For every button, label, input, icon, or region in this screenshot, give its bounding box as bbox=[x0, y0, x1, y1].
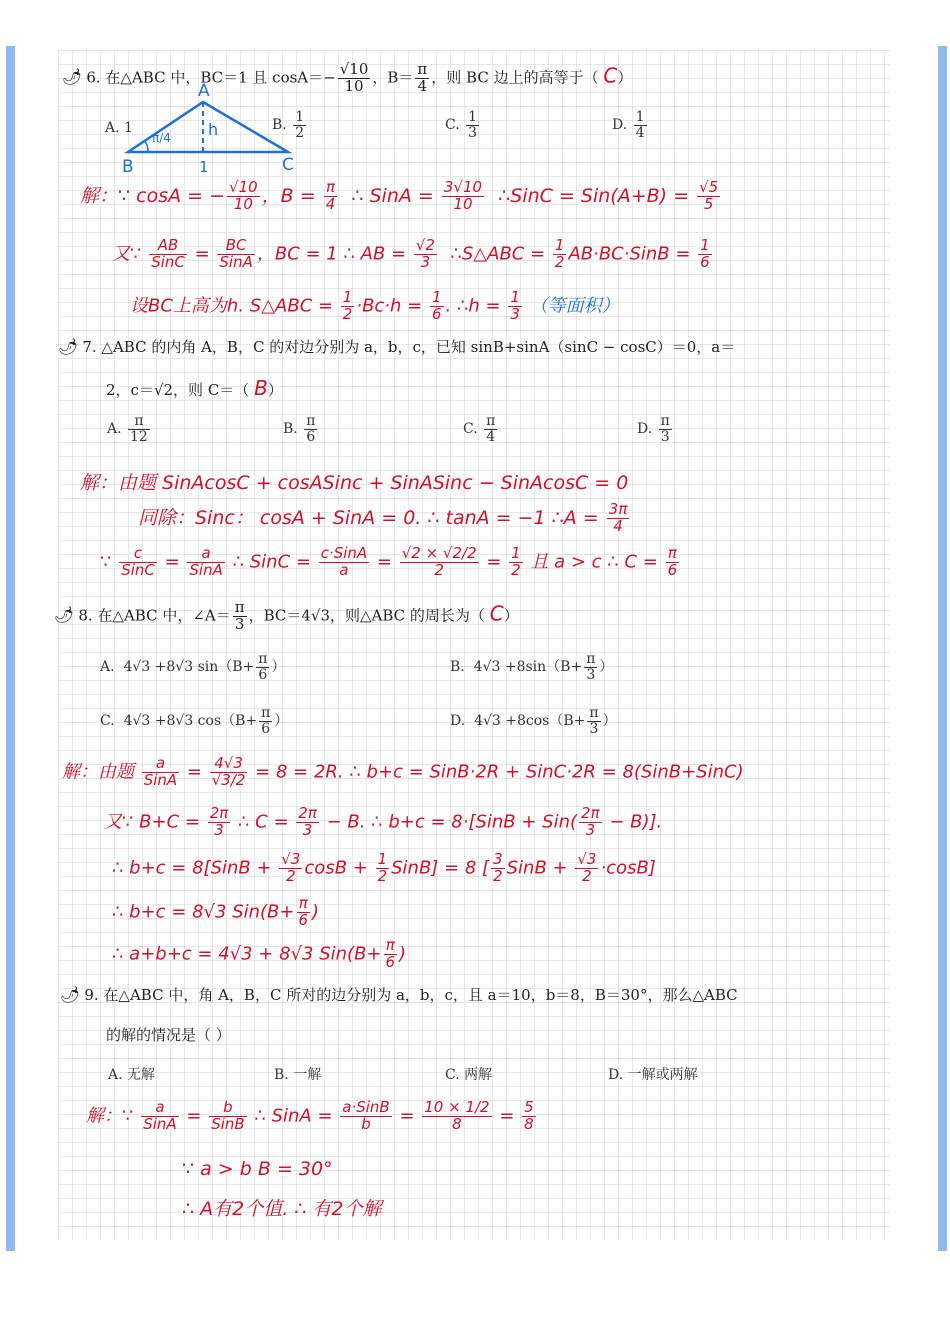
hw-text: 解：∵ cosA = − bbox=[80, 184, 226, 207]
fraction bbox=[607, 502, 630, 535]
den: SinA bbox=[143, 1114, 177, 1133]
den: 6 bbox=[306, 428, 316, 445]
fraction bbox=[634, 110, 647, 140]
den: 2 bbox=[582, 866, 592, 885]
den: 10 bbox=[233, 194, 253, 213]
question-9-stem bbox=[60, 984, 738, 1005]
hw-text: ∵ a > b B = 30° bbox=[182, 1158, 333, 1180]
option-letter: B. bbox=[283, 421, 298, 438]
option-text: ） bbox=[274, 713, 289, 730]
num: 1 bbox=[431, 288, 442, 306]
hw-text: 且 a > c ∴ C = bbox=[524, 551, 664, 573]
num: √3 bbox=[281, 850, 301, 868]
num: 1 bbox=[468, 109, 478, 125]
chili-pepper-icon: 🌶 bbox=[62, 67, 83, 87]
option-letter: A. bbox=[100, 659, 115, 676]
fraction bbox=[400, 546, 479, 579]
hw-text: = bbox=[493, 1105, 521, 1127]
den: 3 bbox=[660, 428, 670, 445]
num: b bbox=[209, 1100, 247, 1117]
fraction bbox=[293, 110, 306, 140]
den: 3 bbox=[585, 820, 596, 839]
option-text: 4√3 +8cos（B+ bbox=[474, 713, 586, 730]
num: π bbox=[417, 60, 428, 78]
num: 2π bbox=[581, 804, 600, 822]
option-letter: B. bbox=[450, 659, 465, 676]
num: π bbox=[660, 413, 670, 429]
fraction bbox=[579, 806, 602, 839]
fraction bbox=[208, 806, 231, 839]
fraction bbox=[430, 290, 444, 323]
num: π bbox=[384, 938, 398, 955]
hw-text: ∴ SinC = bbox=[226, 551, 317, 573]
option-letter: B. bbox=[274, 1067, 289, 1083]
option-letter: C. bbox=[100, 713, 115, 730]
fraction bbox=[227, 180, 260, 213]
den: 6 bbox=[261, 720, 271, 737]
den: 4 bbox=[325, 194, 336, 213]
hw-text: SinB] = 8 [ bbox=[391, 857, 490, 879]
q8-solution-line-2 bbox=[104, 806, 662, 839]
option-letter: C. bbox=[445, 117, 460, 134]
option-text: 一解 bbox=[293, 1067, 322, 1083]
fraction bbox=[128, 414, 150, 444]
fraction bbox=[259, 706, 272, 736]
fraction bbox=[508, 290, 522, 323]
angle-arc bbox=[145, 141, 148, 152]
den: 3 bbox=[420, 252, 431, 271]
num: π bbox=[324, 180, 338, 197]
vertex-a-label: A bbox=[198, 81, 210, 101]
den: SinA bbox=[143, 770, 178, 789]
hw-text: ∴ C = bbox=[232, 811, 295, 833]
stem-text: 的解的情况是（ ） bbox=[106, 1026, 231, 1044]
hw-text: 解：由题 SinAcosC + cosASinc + SinASinc − SinAcosC = 0 bbox=[80, 472, 629, 494]
num: 1 bbox=[511, 544, 521, 562]
num: π bbox=[297, 896, 311, 913]
num: 1 bbox=[295, 109, 305, 125]
stem-text: 2，c＝√2，则 C＝（ bbox=[106, 381, 250, 399]
den: 8 bbox=[452, 1114, 462, 1133]
den: 3 bbox=[214, 820, 224, 839]
fraction bbox=[376, 852, 390, 885]
question-number: 9. bbox=[84, 986, 99, 1004]
q9-solution-line-3 bbox=[182, 1194, 382, 1221]
num: a bbox=[141, 1100, 178, 1117]
fraction bbox=[324, 180, 338, 213]
hw-text: − B)]. bbox=[603, 811, 663, 833]
chili-pepper-icon: 🌶 bbox=[58, 337, 79, 356]
q7-solution-line-1 bbox=[80, 468, 628, 495]
stem-text: ） bbox=[617, 68, 633, 87]
hw-text: . ∴h = bbox=[445, 295, 507, 317]
den: 6 bbox=[700, 252, 710, 271]
height-label: h bbox=[208, 120, 219, 139]
num: c·SinA bbox=[320, 544, 368, 562]
den: SinA bbox=[219, 252, 253, 271]
option-letter: A. bbox=[105, 120, 120, 136]
num: 1 bbox=[554, 236, 565, 254]
q8-solution-line-1 bbox=[62, 756, 744, 789]
hw-text: ∴ A有2个值. ∴ 有2个解 bbox=[182, 1198, 382, 1220]
num: √3 bbox=[577, 850, 597, 868]
option-a[interactable] bbox=[100, 652, 285, 682]
den: 2 bbox=[554, 252, 565, 271]
fraction bbox=[659, 414, 672, 444]
den: b bbox=[361, 1114, 371, 1133]
num: π bbox=[128, 414, 150, 430]
option-text: 4√3 +8√3 sin（B+ bbox=[123, 659, 255, 676]
fraction bbox=[338, 62, 371, 95]
fraction bbox=[466, 110, 479, 140]
angle-label: π/4 bbox=[152, 131, 171, 145]
fraction bbox=[697, 180, 720, 213]
den: 2 bbox=[295, 124, 305, 141]
fraction bbox=[119, 546, 157, 579]
option-b[interactable] bbox=[274, 1064, 321, 1084]
den: a bbox=[339, 560, 349, 579]
q8-solution-line-5 bbox=[112, 938, 406, 971]
fraction bbox=[297, 896, 311, 929]
den: SinC bbox=[121, 560, 155, 579]
den: 10 bbox=[344, 76, 364, 95]
num: π bbox=[666, 546, 680, 563]
den: 2 bbox=[342, 304, 353, 323]
option-b[interactable] bbox=[272, 110, 308, 140]
fraction bbox=[149, 238, 187, 271]
option-value: 1 bbox=[124, 120, 133, 136]
den: 3 bbox=[510, 304, 520, 323]
option-text: 两解 bbox=[464, 1067, 493, 1083]
hw-text: 解：由题 bbox=[62, 761, 140, 783]
num: 2π bbox=[209, 804, 229, 822]
fraction bbox=[296, 806, 319, 839]
option-letter: B. bbox=[272, 117, 287, 134]
right-border bbox=[938, 46, 947, 1251]
num: c bbox=[119, 546, 157, 563]
hw-text: 又∵ bbox=[112, 243, 148, 265]
fraction bbox=[341, 290, 355, 323]
hw-text: ·Bc·h = bbox=[356, 295, 428, 317]
num: 3√10 bbox=[443, 178, 483, 196]
den: SinB bbox=[211, 1114, 245, 1133]
fraction bbox=[509, 546, 523, 579]
option-text: ） bbox=[602, 713, 617, 730]
num: √2 bbox=[415, 236, 435, 254]
num: π bbox=[586, 651, 596, 667]
hw-text: 同除：Sinc： cosA + SinA = 0. ∴ tanA = −1 ∴A = bbox=[138, 506, 605, 529]
den: 4 bbox=[613, 516, 623, 535]
den: 6 bbox=[431, 304, 442, 323]
stem-text: 在△ABC 中，BC＝1 且 cosA＝− bbox=[105, 68, 336, 87]
fraction bbox=[666, 546, 680, 579]
hw-text: 设BC上高为h. S△ABC = bbox=[130, 295, 339, 317]
fraction bbox=[415, 62, 429, 95]
hw-text: SinB + bbox=[506, 857, 574, 879]
hw-text: ∵ bbox=[100, 551, 118, 573]
fraction bbox=[141, 1100, 178, 1133]
fraction bbox=[522, 1100, 536, 1133]
fraction bbox=[187, 546, 224, 579]
option-c[interactable] bbox=[463, 414, 499, 444]
hw-text: ∴ b+c = 8[SinB + bbox=[112, 857, 278, 879]
num: π bbox=[306, 413, 316, 429]
fraction bbox=[584, 652, 597, 682]
den: 3 bbox=[586, 666, 596, 683]
option-letter: D. bbox=[637, 421, 653, 438]
num: π bbox=[234, 598, 245, 616]
option-letter: C. bbox=[463, 421, 478, 438]
option-d[interactable] bbox=[612, 110, 649, 140]
option-d[interactable] bbox=[608, 1064, 698, 1084]
den: SinC bbox=[151, 252, 185, 271]
den: 2 bbox=[377, 866, 388, 885]
q9-solution-line-1 bbox=[86, 1100, 538, 1133]
hw-text: ∴ a+b+c = 4√3 + 8√3 Sin(B+ bbox=[112, 943, 382, 965]
hw-text: ∴ SinA = bbox=[351, 184, 440, 207]
num: π bbox=[261, 705, 271, 721]
num: 3π bbox=[608, 500, 628, 518]
fraction bbox=[384, 938, 398, 971]
option-letter: A. bbox=[107, 421, 122, 438]
option-text: ） bbox=[271, 659, 286, 676]
fraction bbox=[553, 238, 567, 271]
num: √5 bbox=[699, 178, 719, 196]
num: 1 bbox=[342, 288, 353, 306]
question-number: 6. bbox=[86, 68, 101, 87]
option-text: ） bbox=[599, 659, 614, 676]
q7-solution-line-2 bbox=[138, 502, 631, 535]
fraction bbox=[142, 756, 179, 789]
fraction bbox=[414, 238, 437, 271]
den: 3 bbox=[589, 720, 599, 737]
fraction bbox=[587, 706, 600, 736]
num: √2 × √2/2 bbox=[401, 544, 477, 562]
option-d[interactable] bbox=[450, 706, 617, 736]
den: 8 bbox=[524, 1114, 534, 1133]
option-text: 4√3 +8sin（B+ bbox=[473, 659, 583, 676]
option-text: 一解或两解 bbox=[627, 1067, 698, 1083]
den: SinA bbox=[189, 560, 223, 579]
hw-text: ∴SinC = Sin(A+B) = bbox=[498, 184, 696, 207]
fraction bbox=[279, 852, 302, 885]
fraction bbox=[491, 852, 505, 885]
handwritten-answer: B bbox=[254, 376, 268, 400]
den: 6 bbox=[258, 666, 268, 683]
option-letter: D. bbox=[450, 713, 466, 730]
fraction bbox=[698, 238, 712, 271]
num: BC bbox=[217, 238, 254, 255]
chili-pepper-icon: 🌶 bbox=[54, 605, 75, 625]
vertex-b-label: B bbox=[122, 157, 134, 177]
hw-text: 解：∵ bbox=[86, 1105, 140, 1127]
question-9-stem-2 bbox=[106, 1024, 231, 1045]
den: 4 bbox=[635, 124, 645, 141]
option-c[interactable] bbox=[100, 706, 288, 736]
num: 4√3 bbox=[210, 756, 248, 773]
den: 6 bbox=[298, 910, 309, 929]
fraction bbox=[304, 414, 317, 444]
option-a[interactable] bbox=[107, 414, 152, 444]
question-8-stem bbox=[54, 600, 519, 633]
hw-text: = bbox=[480, 551, 508, 573]
option-c[interactable] bbox=[445, 110, 481, 140]
hw-text: ∴S△ABC = bbox=[450, 243, 551, 265]
den: 6 bbox=[385, 952, 396, 971]
vertex-c-label: C bbox=[282, 155, 294, 175]
option-letter: D. bbox=[608, 1067, 624, 1083]
num: 10 × 1/2 bbox=[424, 1098, 490, 1116]
hw-text: ∴ b+c = 8√3 Sin(B+ bbox=[112, 901, 295, 923]
num: 5 bbox=[524, 1098, 534, 1116]
den: 4 bbox=[486, 428, 496, 445]
hw-text: ，B = bbox=[261, 184, 322, 207]
option-letter: A. bbox=[108, 1067, 123, 1083]
q6-solution-line-2 bbox=[112, 238, 714, 271]
question-7-stem-2 bbox=[106, 376, 283, 400]
hw-text: − B. ∴ b+c = 8·[SinB + Sin( bbox=[320, 811, 578, 833]
den: 3 bbox=[234, 614, 245, 633]
fraction bbox=[256, 652, 269, 682]
hw-text: 又∵ B+C = bbox=[104, 811, 206, 833]
fraction bbox=[233, 600, 247, 633]
num: 1 bbox=[377, 850, 388, 868]
question-number: 8. bbox=[78, 606, 93, 625]
fraction bbox=[575, 852, 598, 885]
stem-text: ，则 BC 边上的高等于（ bbox=[431, 68, 599, 87]
den: 2 bbox=[434, 560, 444, 579]
den: 5 bbox=[703, 194, 714, 213]
q8-solution-line-3 bbox=[112, 852, 656, 885]
stem-text: ） bbox=[267, 381, 283, 399]
den: 12 bbox=[130, 428, 148, 445]
den: 3 bbox=[468, 124, 478, 141]
num: 3 bbox=[493, 850, 503, 868]
stem-text: 在△ABC 中，角 A，B，C 所对的边分别为 a，b，c，且 a＝10，b＝8，B＝30°，那么△ABC bbox=[103, 986, 738, 1004]
fraction bbox=[340, 1100, 391, 1133]
fraction bbox=[319, 546, 369, 579]
hw-text: AB·BC·SinB = bbox=[568, 243, 697, 265]
base-label: 1 bbox=[199, 158, 209, 176]
option-letter: C. bbox=[445, 1067, 460, 1083]
num: 1 bbox=[510, 288, 520, 306]
num: AB bbox=[149, 238, 187, 255]
stem-text: ，B＝ bbox=[372, 68, 414, 87]
num: 1 bbox=[635, 109, 645, 125]
den: 2 bbox=[511, 560, 521, 579]
den: 6 bbox=[667, 560, 678, 579]
num: π bbox=[258, 651, 268, 667]
q6-solution-line-3 bbox=[130, 290, 620, 323]
hw-text: = bbox=[371, 551, 398, 573]
option-b[interactable] bbox=[450, 652, 613, 682]
grid-paper bbox=[58, 50, 890, 1240]
fraction bbox=[484, 414, 497, 444]
handwritten-answer: C bbox=[489, 601, 504, 626]
hw-text: = bbox=[181, 761, 208, 783]
num: π bbox=[486, 413, 496, 429]
stem-text: ，BC＝4√3，则△ABC 的周长为（ bbox=[248, 606, 485, 625]
hw-text: = bbox=[158, 551, 186, 573]
handwritten-answer: C bbox=[603, 63, 618, 88]
fraction bbox=[422, 1100, 491, 1133]
chili-pepper-icon: 🌶 bbox=[60, 985, 81, 1004]
num: a bbox=[142, 756, 179, 773]
question-number: 7. bbox=[82, 338, 97, 356]
num: √10 bbox=[339, 60, 369, 78]
num: 2π bbox=[298, 804, 317, 822]
option-c[interactable] bbox=[445, 1064, 492, 1084]
hw-text: = bbox=[393, 1105, 421, 1127]
option-a[interactable] bbox=[108, 1064, 155, 1084]
hw-text: = 8 = 2R. ∴ b+c = SinB·2R + SinC·2R = 8(SinB+SinC) bbox=[249, 761, 744, 783]
stem-text: △ABC 的内角 A，B，C 的对边分别为 a，b，c，已知 sinB+sinA（sinC − cosC）＝0，a＝ bbox=[101, 338, 736, 356]
q8-solution-line-4 bbox=[112, 896, 319, 929]
fraction bbox=[210, 756, 248, 789]
option-text: 无解 bbox=[127, 1067, 156, 1083]
option-d[interactable] bbox=[637, 414, 674, 444]
hw-text: ) bbox=[399, 943, 407, 965]
den: 2 bbox=[493, 866, 503, 885]
num: a bbox=[187, 546, 224, 563]
den: 4 bbox=[417, 76, 428, 95]
fraction bbox=[209, 1100, 247, 1133]
left-border bbox=[6, 46, 15, 1251]
hw-text: cosB + bbox=[304, 857, 374, 879]
den: √3/2 bbox=[211, 770, 246, 789]
hw-text: = bbox=[188, 243, 216, 265]
q6-solution-line-1 bbox=[80, 180, 722, 213]
num: 1 bbox=[700, 236, 710, 254]
stem-text: ） bbox=[503, 606, 519, 625]
stem-text: 在△ABC 中，∠A＝ bbox=[97, 606, 231, 625]
num: √10 bbox=[229, 178, 258, 196]
den: 2 bbox=[286, 866, 296, 885]
fraction bbox=[217, 238, 254, 271]
hw-text: ·cosB] bbox=[600, 857, 656, 879]
hw-note: （等面积） bbox=[529, 295, 620, 317]
option-text: 4√3 +8√3 cos（B+ bbox=[123, 713, 258, 730]
question-7-stem bbox=[58, 336, 735, 357]
num: π bbox=[589, 705, 599, 721]
hw-text: = bbox=[180, 1105, 208, 1127]
hw-text: ，BC = 1 ∴ AB = bbox=[256, 243, 412, 265]
den: 10 bbox=[453, 194, 473, 213]
hw-text: ) bbox=[312, 901, 320, 923]
num: a·SinB bbox=[342, 1098, 390, 1116]
q9-solution-line-2 bbox=[182, 1158, 333, 1180]
option-letter: D. bbox=[612, 117, 628, 134]
den: 3 bbox=[302, 820, 313, 839]
fraction bbox=[442, 180, 484, 213]
hw-text: ∴ SinA = bbox=[248, 1105, 339, 1127]
option-b[interactable] bbox=[283, 414, 319, 444]
option-a[interactable] bbox=[105, 120, 133, 136]
q7-solution-line-3 bbox=[100, 546, 681, 579]
